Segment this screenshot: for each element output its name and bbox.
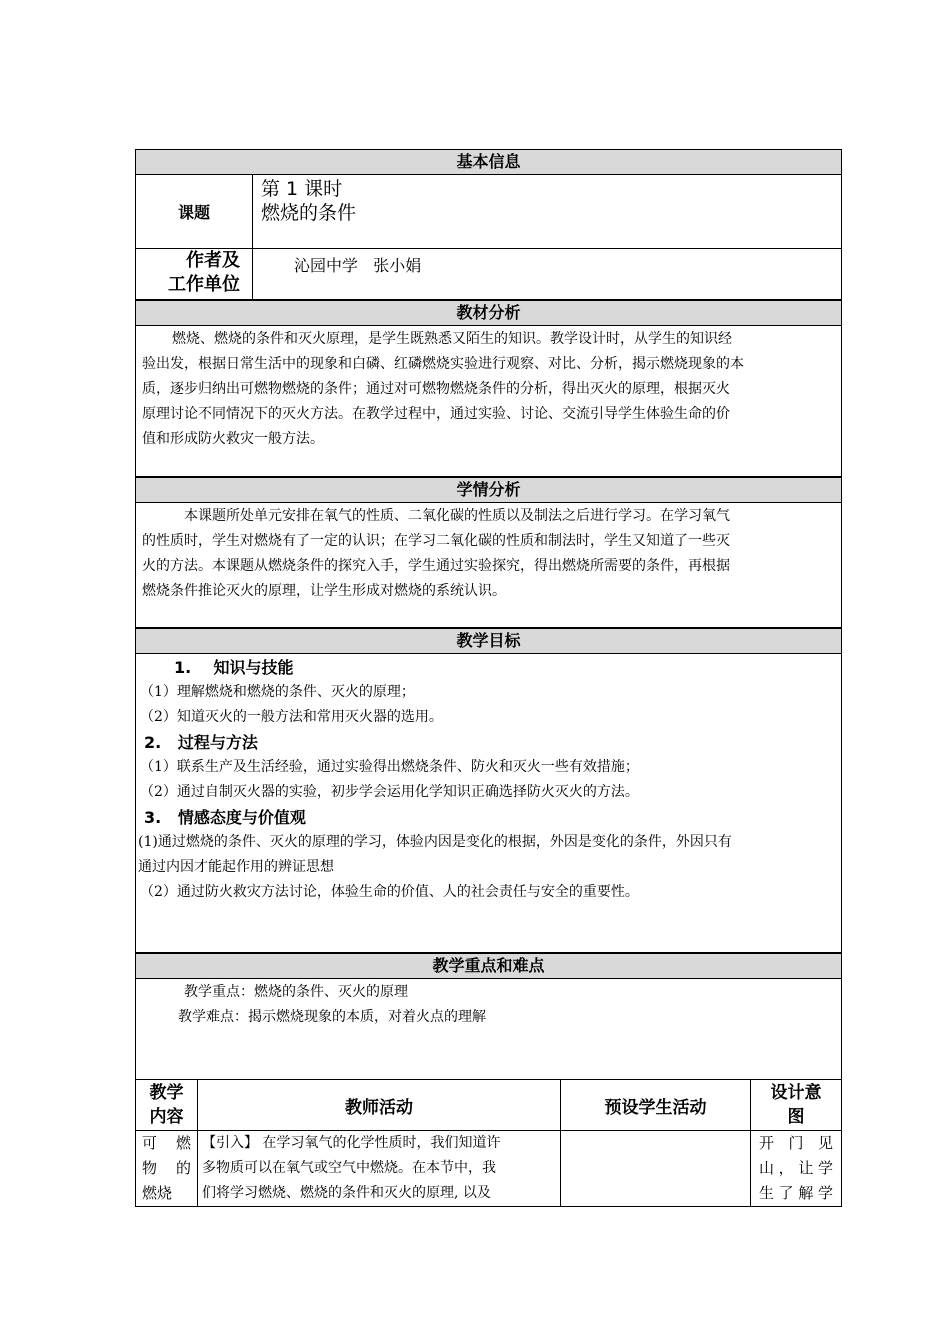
objectives-header: 教学目标: [135, 628, 842, 654]
topic-label: 课题: [136, 175, 253, 248]
textbook-analysis-header: 教材分析: [135, 300, 842, 326]
author-label-line1: 作者及: [186, 250, 240, 271]
row-content-line: 燃烧: [142, 1184, 173, 1202]
col-intent-header-line1: 设计意: [770, 1083, 822, 1103]
student-analysis-body: [135, 502, 842, 628]
row-teacher-line: 多物质可以在氧气或空气中燃烧。在本节中，我: [202, 1160, 496, 1176]
textbook-analysis-line: 值和形成防火救灾一般方法。: [142, 431, 324, 447]
process-table-header-row: [135, 1079, 842, 1131]
objective-item: （1）理解燃烧和燃烧的条件、灭火的原理；: [140, 684, 415, 700]
row-student-cell: [561, 1131, 751, 1206]
teaching-difficulty: 教学难点：揭示燃烧现象的本质，对着火点的理解: [178, 1009, 486, 1025]
row-intent-line: 生了解学: [759, 1184, 833, 1202]
row-intent-line: 山，让学: [759, 1159, 833, 1177]
author-label: [136, 249, 253, 299]
topic-row: [135, 174, 842, 249]
author-value: 沁园中学 张小娟: [294, 256, 422, 275]
objective-item: （2）知道灭火的一般方法和常用灭火器的选用。: [140, 709, 443, 725]
row-teacher-line: 【引入】 在学习氧气的化学性质时，我们知道许: [202, 1135, 501, 1151]
topic-lesson-number: 第 1 课时: [261, 178, 343, 200]
col-student-header: 预设学生活动: [561, 1080, 751, 1130]
process-table-row: [135, 1130, 842, 1207]
key-points-header: 教学重点和难点: [135, 953, 842, 979]
objective-item: （2）通过自制灭火器的实验，初步学会运用化学知识正确选择防火灭火的方法。: [140, 784, 639, 800]
row-intent-cell: [751, 1131, 841, 1206]
textbook-analysis-line: 验出发，根据日常生活中的现象和白磷、红磷燃烧实验进行观察、对比、分析，揭示燃烧现象的本: [142, 356, 744, 372]
row-content-line: 物的: [142, 1159, 191, 1177]
objective-item: (1)通过燃烧的条件、灭火的原理的学习，体验内因是变化的根据，外因是变化的条件，外因只有: [138, 834, 732, 850]
key-points-body: [135, 978, 842, 1080]
student-analysis-header: 学情分析: [135, 477, 842, 503]
objective-heading-process: 2. 过程与方法: [144, 733, 258, 752]
textbook-analysis-line: 质，逐步归纳出可燃物燃烧的条件；通过对可燃物燃烧条件的分析，得出灭火的原理，根据灭火: [142, 381, 730, 397]
row-teacher-line: 们将学习燃烧、燃烧的条件和灭火的原理, 以及: [202, 1185, 491, 1201]
textbook-analysis-line: 燃烧、燃烧的条件和灭火原理，是学生既熟悉又陌生的知识。教学设计时，从学生的知识经: [172, 331, 732, 347]
objective-item: 通过内因才能起作用的辨证思想: [138, 859, 334, 875]
row-content-cell: [136, 1131, 198, 1206]
objective-heading-knowledge: 1. 知识与技能: [174, 658, 294, 677]
col-content-header-line2: 内容: [149, 1107, 184, 1127]
objective-heading-attitude: 3. 情感态度与价值观: [144, 808, 306, 827]
row-teacher-cell: [198, 1131, 561, 1206]
row-content-line: 可燃: [142, 1134, 191, 1152]
student-analysis-line: 本课题所处单元安排在氧气的性质、二氧化碳的性质以及制法之后进行学习。在学习氧气: [184, 508, 730, 524]
objective-item: （2）通过防火救灾方法讨论，体验生命的价值、人的社会责任与安全的重要性。: [140, 884, 639, 900]
row-intent-line: 开门见: [759, 1134, 833, 1152]
topic-title: 燃烧的条件: [261, 202, 357, 224]
author-row: [135, 248, 842, 300]
objective-item: （1）联系生产及生活经验，通过实验得出燃烧条件、防火和灭火一些有效措施；: [140, 759, 639, 775]
col-content-header-line1: 教学: [149, 1083, 184, 1103]
col-teacher-header: 教师活动: [198, 1080, 561, 1130]
textbook-analysis-body: [135, 325, 842, 477]
col-content-header: [136, 1080, 198, 1130]
teaching-focus: 教学重点：燃烧的条件、灭火的原理: [184, 984, 408, 1000]
student-analysis-line: 燃烧条件推论灭火的原理，让学生形成对燃烧的系统认识。: [142, 583, 506, 599]
col-intent-header-line2: 图: [787, 1107, 805, 1127]
author-label-line2: 工作单位: [168, 274, 240, 295]
student-analysis-line: 火的方法。本课题从燃烧条件的探究入手，学生通过实验探究，得出燃烧所需要的条件，再根据: [142, 558, 730, 574]
student-analysis-line: 的性质时，学生对燃烧有了一定的认识；在学习二氧化碳的性质和制法时，学生又知道了一些灭: [142, 533, 730, 549]
objectives-body: [135, 653, 842, 953]
col-intent-header: [751, 1080, 841, 1130]
basic-info-header: 基本信息: [135, 149, 842, 175]
textbook-analysis-line: 原理讨论不同情况下的灭火方法。在教学过程中，通过实验、讨论、交流引导学生体验生命的价: [142, 406, 730, 422]
